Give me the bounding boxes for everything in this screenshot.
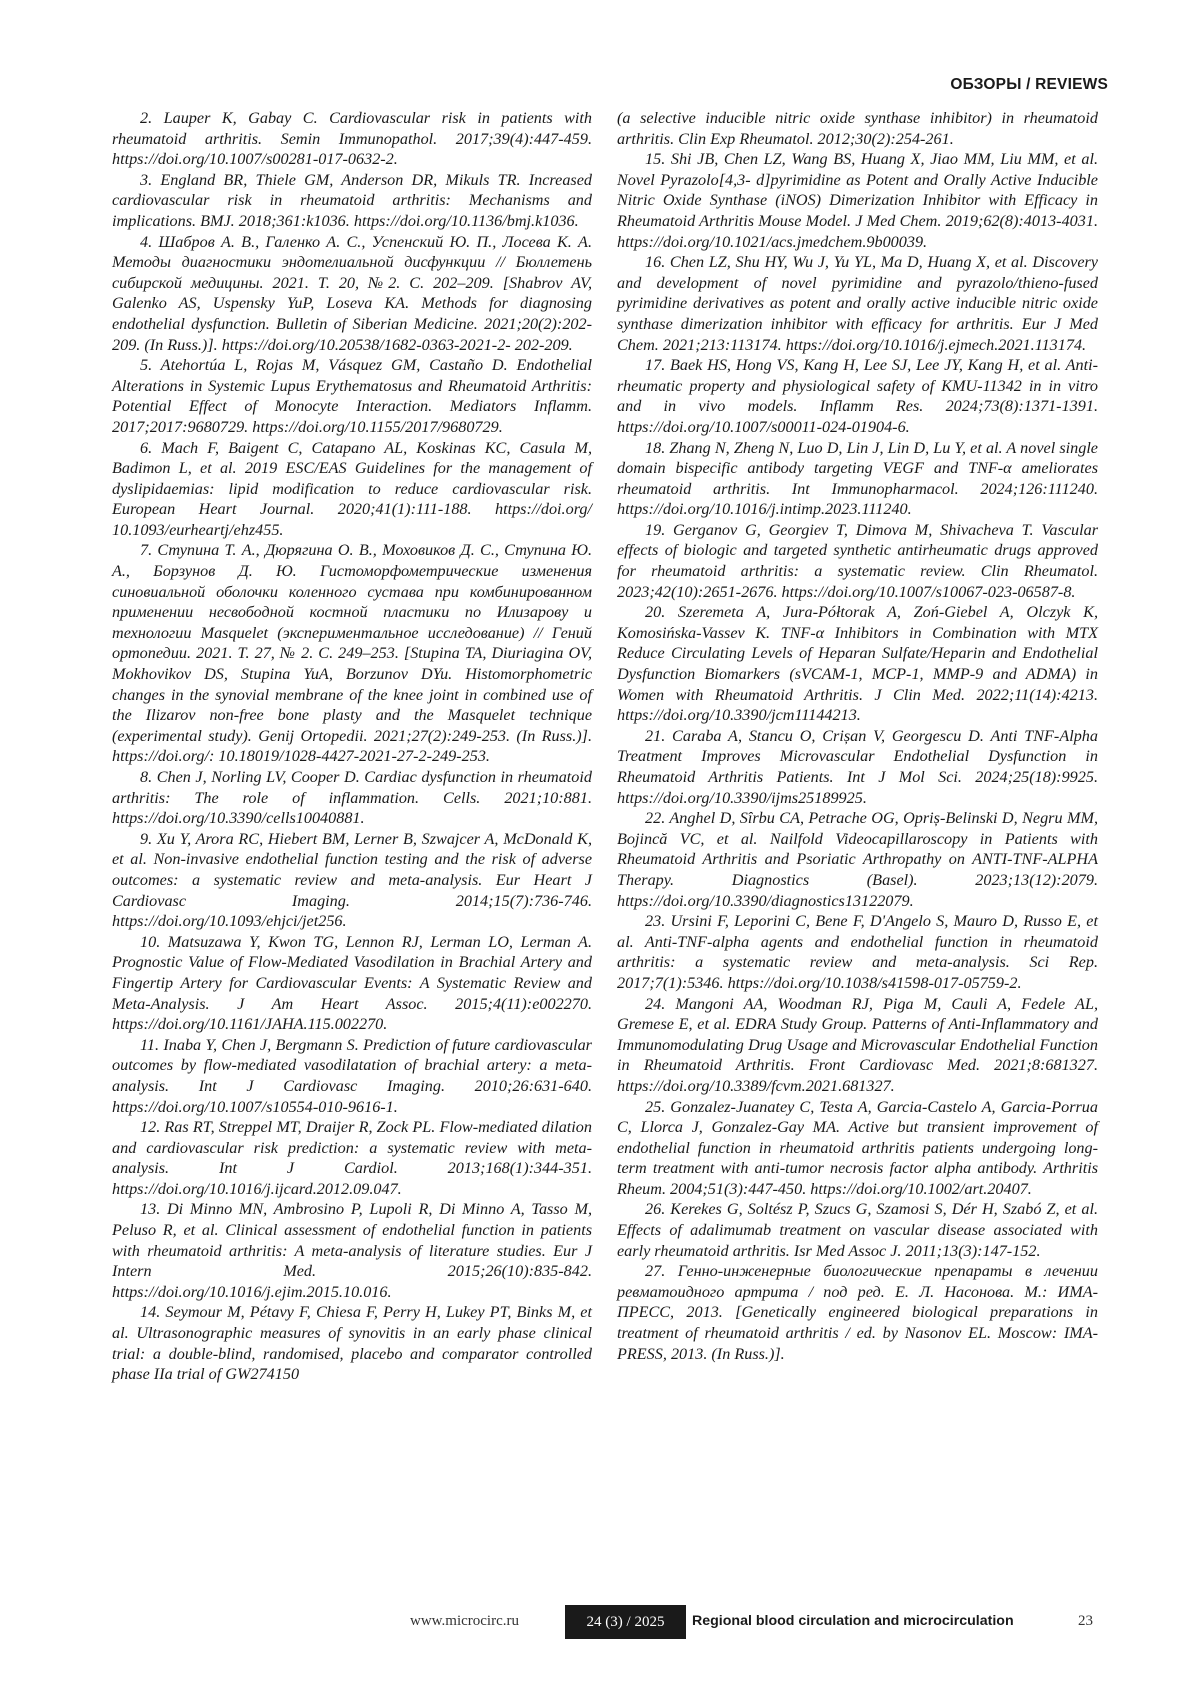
reference-item: 27. Генно-инженерные биологические препараты в лечении ревматоидного артрита / под ред. Е. Л. Насонова. М.: ИМА-ПРЕСС, 2013. [Genetically engineered biological preparations in treatment of rheumatoid arthritis / ed. by Nasonov EL. Moscow: IMA-PRESS, 2013. (In Russ.)].	[617, 1261, 1098, 1364]
page-number: 23	[1078, 1613, 1093, 1630]
references-right-column	[617, 108, 1098, 1364]
reference-item: 5. Atehortúa L, Rojas M, Vásquez GM, Castaño D. Endothelial Alterations in Systemic Lupus Erythematosus and Rheumatoid Arthritis: Potential Effect of Monocyte Interaction. Mediators Inflamm. 2017;2017:9680729. https://doi.org/10.1155/2017/9680729.	[112, 355, 592, 437]
reference-item: 12. Ras RT, Streppel MT, Draijer R, Zock PL. Flow-mediated dilation and cardiovascular risk prediction: a systematic review with meta-analysis. Int J Cardiol. 2013;168(1):344-351. https://doi.org/10.1016/j.ijcard.2012.09.047.	[112, 1117, 592, 1199]
reference-item: 24. Mangoni AA, Woodman RJ, Piga M, Cauli A, Fedele AL, Gremese E, et al. EDRA Study Group. Patterns of Anti-Inflammatory and Immunomodulating Drug Usage and Microvascular Endothelial Function in Rheumatoid Arthritis. Front Cardiovasc Med. 2021;8:681327. https://doi.org/10.3389/fcvm.2021.681327.	[617, 994, 1098, 1097]
footer-journal-title: Regional blood circulation and microcirculation	[692, 1613, 1014, 1629]
section-label: ОБЗОРЫ / REVIEWS	[950, 76, 1108, 94]
reference-item: 6. Mach F, Baigent C, Catapano AL, Koskinas KC, Casula M, Badimon L, et al. 2019 ESC/EAS Guidelines for the management of dyslipidaemias: lipid modification to reduce cardiovascular risk. European Heart Journal. 2020;41(1):111-188. https://doi.org/ 10.1093/eurheartj/ehz455.	[112, 438, 592, 541]
reference-item: 3. England BR, Thiele GM, Anderson DR, Mikuls TR. Increased cardiovascular risk in rheumatoid arthritis: Mechanisms and implications. BMJ. 2018;361:k1036. https://doi.org/10.1136/bmj.k1036.	[112, 170, 592, 232]
reference-item: 16. Chen LZ, Shu HY, Wu J, Yu YL, Ma D, Huang X, et al. Discovery and development of novel pyrimidine and pyrazolo/thieno-fused pyrimidine derivatives as potent and orally active inducible nitric oxide synthase dimerization inhibitor with efficacy for arthritis. Eur J Med Chem. 2021;213:113174. https://doi.org/10.1016/j.ejmech.2021.113174.	[617, 252, 1098, 355]
references-left-column	[112, 108, 592, 1385]
reference-item: 7. Ступина Т. А., Дюрягина О. В., Моховиков Д. С., Ступина Ю. А., Борзунов Д. Ю. Гистоморфометрические изменения синовиальной оболочки коленного сустава при комбинированном применении несвободной костной пластики по Илизарову и технологии Masquelet (экспериментальное исследование) // Гений ортопедии. 2021. Т. 27, № 2. С. 249–253. [Stupina TA, Diuriagina OV, Mokhovikov DS, Stupina YuA, Borzunov DYu. Histomorphometric changes in the synovial membrane of the knee joint in combined use of the Ilizarov non-free bone plasty and the Masquelet technique (experimental study). Genij Ortopedii. 2021;27(2):249-253. (In Russ.)]. https://doi.org/: 10.18019/1028-4427-2021-27-2-249-253.	[112, 540, 592, 767]
reference-item: 25. Gonzalez-Juanatey C, Testa A, Garcia-Castelo A, Garcia-Porrua C, Llorca J, Gonzalez-Gay MA. Active but transient improvement of endothelial function in rheumatoid arthritis patients undergoing long-term treatment with anti-tumor necrosis factor alpha antibody. Arthritis Rheum. 2004;51(3):447-450. https://doi.org/10.1002/art.20407.	[617, 1097, 1098, 1200]
footer-website[interactable]: www.microcirc.ru	[410, 1613, 519, 1630]
reference-item: 4. Шабров А. В., Галенко А. С., Успенский Ю. П., Лосева К. А. Методы диагностики эндотелиальной дисфункции // Бюллетень сибирской медицины. 2021. Т. 20, №2. С. 202–209. [Shabrov AV, Galenko AS, Uspensky YuP, Loseva KA. Methods for diagnosing endothelial dysfunction. Bulletin of Siberian Medicine. 2021;20(2):202-209. (In Russ.)]. https://doi.org/10.20538/1682-0363-2021-2- 202-209.	[112, 232, 592, 356]
reference-item: 17. Baek HS, Hong VS, Kang H, Lee SJ, Lee JY, Kang H, et al. Anti-rheumatic property and physiological safety of KMU-11342 in in vitro and in vivo models. Inflamm Res. 2024;73(8):1371-1391. https://doi.org/10.1007/s00011-024-01904-6.	[617, 355, 1098, 437]
reference-continuation: (a selective inducible nitric oxide synthase inhibitor) in rheumatoid arthritis. Clin Exp Rheumatol. 2012;30(2):254-261.	[617, 108, 1098, 149]
reference-item: 22. Anghel D, Sîrbu CA, Petrache OG, Opriș-Belinski D, Negru MM, Bojincă VC, et al. Nailfold Videocapillaroscopy in Patients with Rheumatoid Arthritis and Psoriatic Arthropathy on ANTI-TNF-ALPHA Therapy. Diagnostics (Basel). 2023;13(12):2079. https://doi.org/10.3390/diagnostics13122079.	[617, 808, 1098, 911]
reference-item: 18. Zhang N, Zheng N, Luo D, Lin J, Lin D, Lu Y, et al. A novel single domain bispecific antibody targeting VEGF and TNF-α ameliorates rheumatoid arthritis. Int Immunopharmacol. 2024;126:111240. https://doi.org/10.1016/j.intimp.2023.111240.	[617, 438, 1098, 520]
reference-item: 21. Caraba A, Stancu O, Crișan V, Georgescu D. Anti TNF-Alpha Treatment Improves Microvascular Endothelial Dysfunction in Rheumatoid Arthritis Patients. Int J Mol Sci. 2024;25(18):9925. https://doi.org/10.3390/ijms25189925.	[617, 726, 1098, 808]
reference-item: 15. Shi JB, Chen LZ, Wang BS, Huang X, Jiao MM, Liu MM, et al. Novel Pyrazolo[4,3- d]pyrimidine as Potent and Orally Active Inducible Nitric Oxide Synthase (iNOS) Dimerization Inhibitor with Efficacy in Rheumatoid Arthritis Mouse Model. J Med Chem. 2019;62(8):4013-4031. https://doi.org/10.1021/acs.jmedchem.9b00039.	[617, 149, 1098, 252]
reference-item: 13. Di Minno MN, Ambrosino P, Lupoli R, Di Minno A, Tasso M, Peluso R, et al. Clinical assessment of endothelial function in patients with rheumatoid arthritis: A meta-analysis of literature studies. Eur J Intern Med. 2015;26(10):835-842. https://doi.org/10.1016/j.ejim.2015.10.016.	[112, 1199, 592, 1302]
page-footer	[0, 1605, 1200, 1639]
reference-item: 23. Ursini F, Leporini C, Bene F, D'Angelo S, Mauro D, Russo E, et al. Anti-TNF-alpha agents and endothelial function in rheumatoid arthritis: a systematic review and meta-analysis. Sci Rep. 2017;7(1):5346. https://doi.org/10.1038/s41598-017-05759-2.	[617, 911, 1098, 993]
footer-issue-badge: 24 (3) / 2025	[565, 1605, 686, 1639]
reference-item: 14. Seymour M, Pétavy F, Chiesa F, Perry H, Lukey PT, Binks M, et al. Ultrasonographic measures of synovitis in an early phase clinical trial: a double-blind, randomised, placebo and comparator controlled phase IIa trial of GW274150	[112, 1302, 592, 1384]
reference-item: 11. Inaba Y, Chen J, Bergmann S. Prediction of future cardiovascular outcomes by flow-mediated vasodilatation of brachial artery: a meta-analysis. Int J Cardiovasc Imaging. 2010;26:631-640. https://doi.org/10.1007/s10554-010-9616-1.	[112, 1035, 592, 1117]
reference-item: 8. Chen J, Norling LV, Cooper D. Cardiac dysfunction in rheumatoid arthritis: The role of inflammation. Cells. 2021;10:881. https://doi.org/10.3390/cells10040881.	[112, 767, 592, 829]
reference-item: 20. Szeremeta A, Jura-Półtorak A, Zoń-Giebel A, Olczyk K, Komosińska-Vassev K. TNF-α Inhibitors in Combination with MTX Reduce Circulating Levels of Heparan Sulfate/Heparin and Endothelial Dysfunction Biomarkers (sVCAM-1, MCP-1, MMP-9 and ADMA) in Women with Rheumatoid Arthritis. J Clin Med. 2022;11(14):4213. https://doi.org/10.3390/jcm11144213.	[617, 602, 1098, 726]
reference-item: 9. Xu Y, Arora RC, Hiebert BM, Lerner B, Szwajcer A, McDonald K, et al. Non-invasive endothelial function testing and the risk of adverse outcomes: a systematic review and meta-analysis. Eur Heart J Cardiovasc Imaging. 2014;15(7):736-746. https://doi.org/10.1093/ehjci/jet256.	[112, 829, 592, 932]
reference-item: 26. Kerekes G, Soltész P, Szucs G, Szamosi S, Dér H, Szabó Z, et al. Effects of adalimumab treatment on vascular disease associated with early rheumatoid arthritis. Isr Med Assoc J. 2011;13(3):147-152.	[617, 1199, 1098, 1261]
reference-item: 19. Gerganov G, Georgiev T, Dimova M, Shivacheva T. Vascular effects of biologic and targeted synthetic antirheumatic drugs approved for rheumatoid arthritis: a systematic review. Clin Rheumatol. 2023;42(10):2651-2676. https://doi.org/10.1007/s10067-023-06587-8.	[617, 520, 1098, 602]
reference-item: 10. Matsuzawa Y, Kwon TG, Lennon RJ, Lerman LO, Lerman A. Prognostic Value of Flow-Mediated Vasodilation in Brachial Artery and Fingertip Artery for Cardiovascular Events: A Systematic Review and Meta-Analysis. J Am Heart Assoc. 2015;4(11):e002270. https://doi.org/10.1161/JAHA.115.002270.	[112, 932, 592, 1035]
reference-item: 2. Lauper K, Gabay C. Cardiovascular risk in patients with rheumatoid arthritis. Semin Immunopathol. 2017;39(4):447-459. https://doi.org/10.1007/s00281-017-0632-2.	[112, 108, 592, 170]
